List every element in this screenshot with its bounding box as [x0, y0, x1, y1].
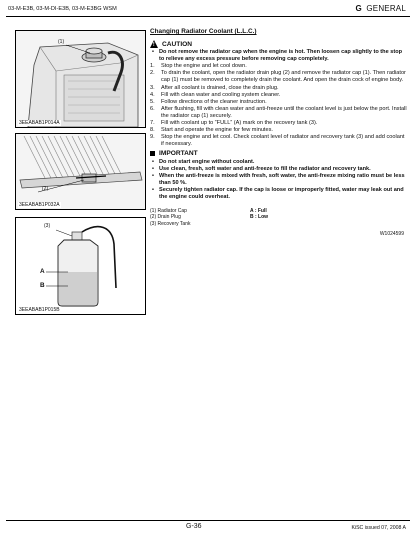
header-doc-id: 03-M-E3B, 03-M-DI-E3B, 03-M-E3BG WSM [8, 6, 117, 12]
important-heading [150, 150, 408, 157]
step-number: 4. [150, 91, 155, 98]
step [150, 127, 408, 134]
warning-triangle-icon [150, 40, 158, 48]
step-text: After flushing, fill with clean water and anti-freeze until the coolant level is just below the port. Install the radiator cap (1) securely. [161, 105, 407, 119]
important-item: • When the anti-freeze is mixed with fresh, soft water, the anti-freeze mixing ratio must be less than 50 %. [150, 173, 408, 187]
step-number: 9. [150, 134, 155, 141]
figure-recovery-tank [15, 217, 146, 315]
step-text: Fill with clean water and cooling system cleaner. [161, 91, 281, 98]
figure-label: 3EEABAB1P032A [19, 202, 60, 208]
caution-title: CAUTION [162, 40, 193, 48]
step-number: 8. [150, 127, 155, 134]
important-item: • Use clean, fresh, soft water and anti-freeze to fill the radiator and recovery tank. [150, 166, 408, 173]
recovery-tank-illustration [16, 218, 146, 315]
step [150, 134, 408, 148]
section-title: Changing Radiator Coolant (L.L.C.) [150, 28, 257, 35]
legend-part: (1) Radiator Cap [150, 208, 187, 215]
legend-mark: B : Low [250, 214, 269, 221]
step-number: 6. [150, 105, 155, 112]
step [150, 85, 408, 92]
callout-3: (3) [44, 223, 51, 229]
callout-1: (1) [58, 39, 65, 45]
step-text: Stop the engine and let cool down. [161, 63, 247, 70]
step-number: 5. [150, 98, 155, 105]
important-item: • Securely tighten radiator cap. If the cap is loose or improperly fitted, water may leak out and the engine could overheat. [150, 187, 408, 201]
legend-mark: A : Full [250, 208, 267, 215]
step-text: After all coolant is drained, close the drain plug. [161, 84, 279, 91]
legend [150, 208, 408, 227]
important-title: IMPORTANT [159, 150, 198, 158]
header-section [355, 4, 406, 13]
step-number: 7. [150, 120, 155, 127]
step-text: Start and operate the engine for few minutes. [161, 127, 273, 134]
issue-info: KiSC issued 07, 2008 A [351, 525, 406, 531]
square-bullet-icon [150, 151, 155, 156]
header-rule [6, 16, 410, 17]
step-text: Follow directions of the cleaner instruction. [161, 98, 267, 105]
step [150, 92, 408, 99]
step-number: 2. [150, 70, 155, 77]
page-number: G-36 [186, 523, 202, 530]
caution-item: • Do not remove the radiator cap when the engine is hot. Then loosen cap slightly to the stop to relieve any excess pressure before removing cap completely. [150, 49, 408, 63]
figure-label: 3EEABAB1P015B [19, 307, 60, 313]
callout-A: A [40, 268, 45, 275]
header-section-letter: G [355, 4, 362, 13]
legend-row [150, 221, 408, 227]
figure-drain-plug [15, 133, 146, 210]
step [150, 70, 408, 84]
important-item: • Do not start engine without coolant. [150, 159, 408, 166]
legend-part: (3) Recovery Tank [150, 220, 191, 227]
header-section-name: GENERAL [366, 4, 406, 13]
legend-part: (2) Drain Plug [150, 214, 181, 221]
footer-rule [6, 520, 410, 521]
step-text: Fill with coolant up to “FULL” (A) mark on the recovery tank (3). [161, 120, 318, 127]
drain-plug-illustration [16, 134, 146, 210]
radiator-cap-illustration [16, 31, 146, 128]
step [150, 120, 408, 127]
step [150, 63, 408, 70]
step [150, 106, 408, 120]
step-text: To drain the coolant, open the radiator drain plug (2) and remove the radiator cap (1). Then radiator cap (1) must be removed to completely drain the coolant. And open the drain cock of engine body. [161, 70, 406, 84]
callout-2: (2) [42, 186, 49, 192]
step-text: Stop the engine and let cool. Check coolant level of radiator and recovery tank (3) and add coolant if necessary. [161, 134, 405, 148]
document-code: W1024599 [379, 231, 404, 238]
step [150, 99, 408, 106]
step-number: 1. [150, 63, 155, 70]
step-number: 3. [150, 84, 155, 91]
figure-radiator-cap [15, 30, 146, 128]
caution-heading [150, 40, 408, 48]
figure-label: 3EEABAB1P014A [19, 120, 60, 126]
text-column [150, 28, 408, 238]
callout-B: B [40, 282, 45, 289]
